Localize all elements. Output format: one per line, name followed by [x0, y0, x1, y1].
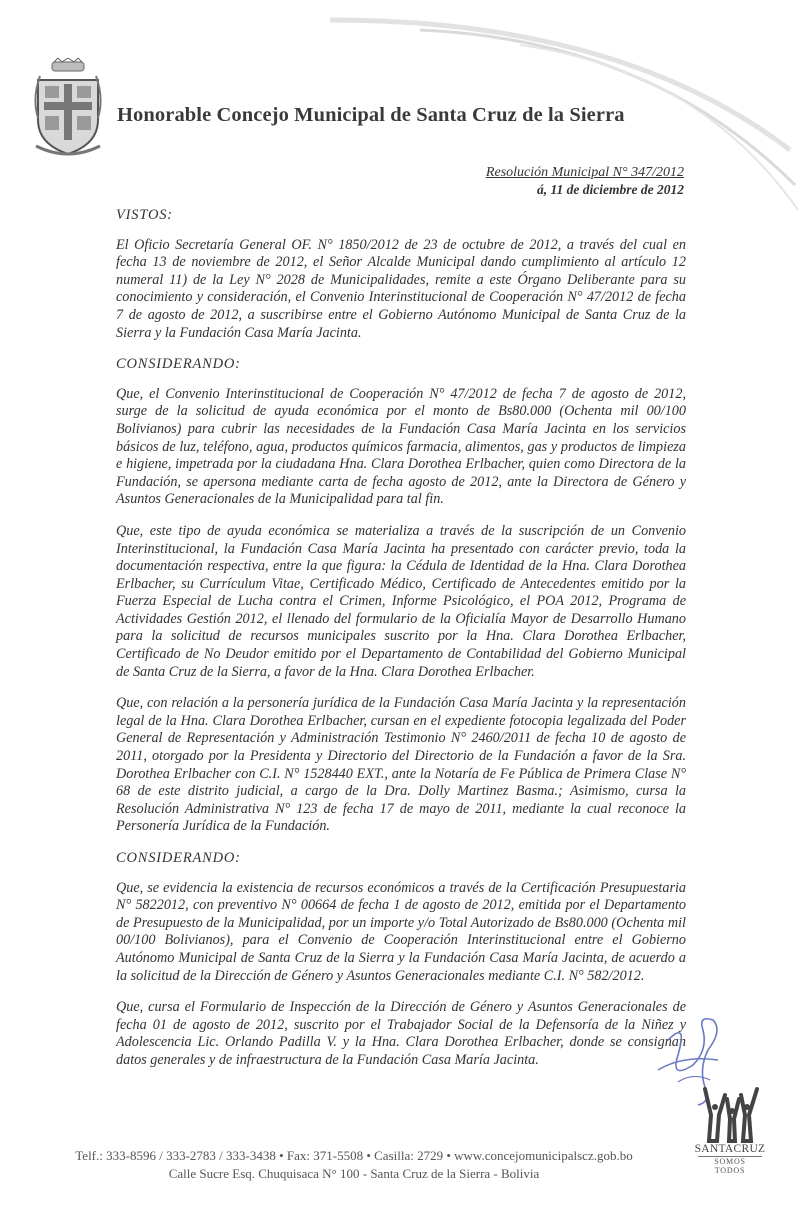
- coat-of-arms-icon: [32, 58, 104, 158]
- footer: [54, 1147, 654, 1183]
- considerando-paragraph: Que, cursa el Formulario de Inspección de la Dirección de Género y Asuntos Generacionales de fecha 01 de agosto de 2012, suscrito por el Trabajador Social de la Defensoría de la Niñez y Adolescencia Lic. Orlando Padilla V. y la Hna. Clara Dorothea Erlbacher, donde se consignan datos generales y de infraestructura de la Fundación Casa María Jacinta.: [116, 999, 686, 1068]
- logo-tagline: SOMOS TODOS: [698, 1156, 762, 1175]
- considerando-paragraph: Que, este tipo de ayuda económica se materializa a través de la suscripción de un Convenio Interinstitucional, la Fundación Casa María Jacinta ha presentado con carácter previo, toda la documentación respectiva, entre la que figura: la Cédula de Identidad de la Hna. Clara Dorothea Erlbacher, su Currículum Vitae, Certificado Médico, Certificado de Antecedentes emitido por la Fuerza Especial de Lucha contra el Crimen, Informe Psicológico, el POA 2012, Programa de Actividades Gestión 2012, el llenado del formulario de la Oficialía Mayor de Desarrollo Humano para la solicitud de recursos municipales suscrito por la Hna. Clara Dorothea Erlbacher, Certificado de No Deudor emitido por el Departamento de Contabilidad del Gobierno Municipal de Santa Cruz de la Sierra, a favor de la Hna. Clara Dorothea Erlbacher.: [116, 522, 686, 680]
- document-body: [116, 205, 686, 1084]
- institution-title: Honorable Concejo Municipal de Santa Cruz de la Sierra: [117, 104, 625, 126]
- santa-cruz-logo: [690, 1085, 770, 1180]
- considerando-paragraph: Que, con relación a la personería jurídica de la Fundación Casa María Jacinta y la representación legal de la Hna. Clara Dorothea Erlbacher, cursan en el expediente fotocopia legalizada del Poder General de Representación y Administración Testimonio N° 2460/2011 de fecha 10 de agosto de 2011, otorgado por la Presidenta y Directorio del Directorio de la Fundación a favor de la Sra. Dorothea Erlbacher con C.I. N° 1528440 EXT., ante la Notaría de Fe Pública de Primera Clase N° 68 de este distrito judicial, a cargo de la Dra. Dolly Martinez Basma.; Asimismo, cursa la Resolución Administrativa N° 123 de fecha 17 de mayo de 2011, mediante la cual reconoce la Personería Jurídica de la Fundación.: [116, 695, 686, 835]
- vistos-paragraph: El Oficio Secretaría General OF. N° 1850/2012 de 23 de octubre de 2012, a través del cual en fecha 13 de noviembre de 2012, el Señor Alcalde Municipal dando cumplimiento al artículo 12 numeral 11) de la Ley N° 2028 de Municipalidades, remite a este Órgano Deliberante para su conocimiento y consideración, el Convenio Interinstitucional de Cooperación N° 47/2012 de fecha 7 de agosto de 2012, a suscribirse entre el Gobierno Autónomo Municipal de Santa Cruz de la Sierra y la Fundación Casa María Jacinta.: [116, 236, 686, 341]
- considerando-heading: CONSIDERANDO:: [116, 850, 241, 866]
- footer-address-line: Calle Sucre Esq. Chuquisaca N° 100 - Santa Cruz de la Sierra - Bolivia: [168, 1166, 540, 1181]
- resolution-block: [486, 165, 684, 198]
- resolution-date: á, 11 de diciembre de 2012: [537, 182, 684, 197]
- considerando-paragraph: Que, se evidencia la existencia de recursos económicos a través de la Certificación Presupuestaria N° 5822012, con preventivo N° 00664 de fecha 1 de agosto de 2012, emitida por el Departamento de Presupuesto de la Municipalidad, por un importe y/o Total Autorizado de Bs80.000 (Ochenta mil 00/100 Bolivianos), para el Convenio de Cooperación Interinstitucional entre el Gobierno Autónomo Municipal de Santa Cruz de la Sierra y la Fundación Casa María Jacinta, de acuerdo a la solicitud de la Dirección de Género y Asuntos Generacionales mediante C.I. N° 582/2012.: [116, 879, 686, 984]
- vistos-heading: VISTOS:: [116, 207, 173, 223]
- resolution-number: Resolución Municipal N° 347/2012: [485, 165, 684, 180]
- footer-contact-line: Telf.: 333-8596 / 333-2783 / 333-3438 • Fax: 371-5508 • Casilla: 2729 • www.concejomunicipalscz.gob.bo: [75, 1148, 633, 1163]
- considerando-paragraph: Que, el Convenio Interinstitucional de Cooperación N° 47/2012 de fecha 7 de agosto de 2012, surge de la solicitud de ayuda económica por el monto de Bs80.000 (Ochenta mil 00/100 Bolivianos) para cubrir las necesidades de la Fundación Casa María Jacinta en los servicios básicos de luz, teléfono, agua, productos químicos farmacia, alimentos, gas y productos de limpieza e higiene, impetrada por la ciudadana Hna. Clara Dorothea Erlbacher, quien como Directora de la Fundación, se apersona mediante carta de fecha agosto de 2012, ante la Directora de Género y Asuntos Generacionales de la Municipalidad para tal fin.: [116, 385, 686, 508]
- considerando-heading: CONSIDERANDO:: [116, 356, 241, 373]
- people-figures-icon: [697, 1085, 763, 1143]
- logo-name: SANTACRUZ: [694, 1143, 766, 1155]
